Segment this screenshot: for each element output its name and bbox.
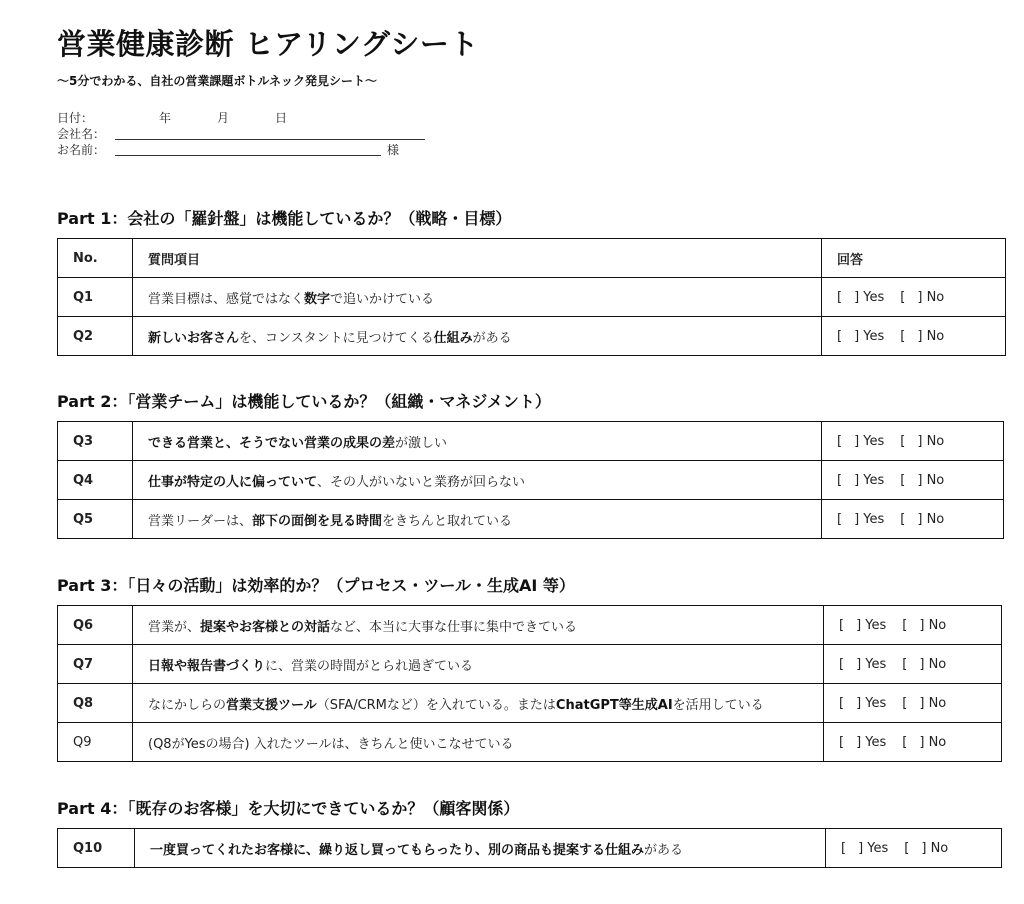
answer-no-label: ] No [917, 511, 945, 527]
answer-options [837, 290, 944, 305]
answer-cell [826, 829, 1002, 868]
name-field[interactable] [115, 143, 381, 156]
header-question: 質問項目 [133, 239, 822, 278]
bracket-open: [ [902, 734, 908, 750]
question-text [133, 422, 822, 461]
answer-yes-checkbox[interactable] [837, 329, 884, 344]
bracket-open: [ [839, 617, 845, 633]
answer-no-checkbox[interactable] [900, 512, 944, 527]
question-text-emphasis: 日報や報告書づくり [148, 658, 266, 674]
part-2-title: Part 2：「営業チーム」は機能しているか？（組織・マネジメント） [57, 392, 551, 411]
answer-yes-label: ] Yes [858, 840, 889, 856]
meta-fields [57, 110, 425, 158]
answer-no-label: ] No [917, 472, 945, 488]
answer-yes-label: ] Yes [856, 734, 887, 750]
question-text-segment: をきちんと取れている [382, 513, 513, 529]
table-row [58, 422, 1004, 461]
bracket-open: [ [902, 695, 908, 711]
answer-yes-checkbox[interactable] [837, 473, 884, 488]
answer-no-label: ] No [917, 289, 945, 305]
question-number: Q4 [58, 461, 133, 500]
question-text-emphasis: 一度買ってくれたお客様に、繰り返し買ってもらったり、別の商品も提案する仕組み [150, 842, 645, 858]
bracket-open: [ [839, 734, 845, 750]
answer-no-checkbox[interactable] [904, 841, 948, 856]
page-subtitle: 〜5分でわかる、自社の営業課題ボトルネック発見シート〜 [57, 74, 377, 88]
company-field[interactable] [115, 127, 425, 140]
bracket-open: [ [900, 511, 906, 527]
question-text [133, 723, 824, 762]
date-year[interactable]: 年 [159, 111, 172, 125]
question-text-segment: がある [472, 330, 512, 346]
question-text-emphasis: 数字 [304, 291, 331, 307]
part-4-title: Part 4：「既存のお客様」を大切にできているか？（顧客関係） [57, 799, 520, 818]
answer-yes-checkbox[interactable] [837, 512, 884, 527]
bracket-open: [ [839, 656, 845, 672]
part-2-table [57, 421, 1004, 539]
bracket-open: [ [902, 617, 908, 633]
question-text-segment: が激しい [395, 435, 448, 451]
table-row [58, 278, 1006, 317]
answer-options [841, 841, 948, 856]
answer-yes-checkbox[interactable] [839, 696, 886, 711]
question-number: Q1 [58, 278, 133, 317]
table-header-row [58, 239, 1006, 278]
answer-cell [824, 606, 1002, 645]
table-row [58, 645, 1002, 684]
question-text-emphasis: できる営業と、そうでない営業の成果の差 [148, 435, 396, 451]
table-row [58, 317, 1006, 356]
question-text-segment: 営業目標は、感覚ではなく [148, 291, 305, 307]
name-suffix: 様 [387, 143, 400, 157]
answer-yes-checkbox[interactable] [839, 735, 886, 750]
name-label: お名前： [57, 143, 106, 157]
answer-options [837, 329, 944, 344]
part-4-table [57, 828, 1002, 868]
bracket-open: [ [900, 289, 906, 305]
answer-no-label: ] No [919, 617, 947, 633]
question-text [133, 500, 822, 539]
bracket-open: [ [841, 840, 847, 856]
bracket-open: [ [900, 472, 906, 488]
company-row [57, 126, 425, 142]
table-row [58, 461, 1004, 500]
answer-yes-checkbox[interactable] [839, 618, 886, 633]
header-no: No. [58, 239, 133, 278]
answer-no-checkbox[interactable] [902, 696, 946, 711]
question-number: Q5 [58, 500, 133, 539]
answer-yes-label: ] Yes [854, 433, 885, 449]
part-1-title: Part 1：会社の「羅針盤」は機能しているか？（戦略・目標） [57, 209, 512, 228]
bracket-open: [ [904, 840, 910, 856]
table-row [58, 723, 1002, 762]
answer-no-checkbox[interactable] [900, 329, 944, 344]
bracket-open: [ [839, 695, 845, 711]
question-text-emphasis: 営業支援ツール [226, 697, 317, 713]
answer-no-label: ] No [917, 433, 945, 449]
table-row [58, 829, 1002, 868]
question-text-emphasis: 提案やお客様との対話 [200, 619, 331, 635]
question-text-segment: 営業リーダーは、 [148, 513, 253, 529]
answer-options [839, 618, 946, 633]
part-3-title: Part 3：「日々の活動」は効率的か？（プロセス・ツール・生成AI 等） [57, 576, 575, 595]
answer-no-checkbox[interactable] [902, 735, 946, 750]
answer-options [839, 696, 946, 711]
answer-yes-label: ] Yes [854, 328, 885, 344]
question-number: Q2 [58, 317, 133, 356]
answer-cell [824, 645, 1002, 684]
question-number: Q6 [58, 606, 133, 645]
answer-yes-label: ] Yes [856, 695, 887, 711]
bracket-open: [ [837, 328, 843, 344]
answer-yes-checkbox[interactable] [841, 841, 888, 856]
answer-yes-label: ] Yes [856, 656, 887, 672]
answer-cell [822, 278, 1006, 317]
answer-yes-checkbox[interactable] [837, 434, 884, 449]
question-text-segment: 、その人がいないと業務が回らない [317, 474, 526, 490]
header-answer: 回答 [822, 239, 1006, 278]
answer-no-label: ] No [917, 328, 945, 344]
date-day[interactable]: 日 [275, 111, 288, 125]
answer-options [837, 473, 944, 488]
question-text-segment: がある [644, 842, 684, 858]
question-text-segment: など、本当に大事な仕事に集中できている [330, 619, 578, 635]
answer-cell [824, 723, 1002, 762]
bracket-open: [ [837, 472, 843, 488]
question-text-segment: なにかしらの [148, 697, 227, 713]
company-label: 会社名： [57, 127, 106, 141]
question-text [133, 461, 822, 500]
question-text-segment: を、コンスタントに見つけてくる [239, 330, 434, 346]
answer-no-checkbox[interactable] [900, 473, 944, 488]
question-text-emphasis: 仕事が特定の人に偏っていて [148, 474, 318, 490]
question-text [133, 606, 824, 645]
answer-yes-checkbox[interactable] [837, 290, 884, 305]
question-text-emphasis: 新しいお客さん [148, 330, 240, 346]
question-number: Q9 [58, 723, 133, 762]
answer-cell [822, 461, 1004, 500]
date-row [57, 110, 425, 126]
bracket-open: [ [902, 656, 908, 672]
answer-options [837, 512, 944, 527]
question-text-segment: (Q8がYesの場合) 入れたツールは、きちんと使いこなせている [148, 736, 514, 752]
answer-yes-checkbox[interactable] [839, 657, 886, 672]
answer-cell [822, 422, 1004, 461]
bracket-open: [ [900, 328, 906, 344]
question-text-emphasis: 仕組み [433, 330, 473, 346]
answer-no-checkbox[interactable] [900, 434, 944, 449]
question-text-segment: に、営業の時間がとられ過ぎている [265, 658, 474, 674]
date-label: 日付： [57, 111, 94, 125]
question-text-emphasis: 部下の面倒を見る時間 [252, 513, 383, 529]
part-3-table [57, 605, 1002, 762]
answer-no-label: ] No [919, 656, 947, 672]
table-row [58, 606, 1002, 645]
table-row [58, 500, 1004, 539]
page-title: 営業健康診断 ヒアリングシート [57, 27, 479, 61]
answer-no-checkbox[interactable] [902, 618, 946, 633]
question-text [133, 684, 824, 723]
question-text-segment: （SFA/CRMなど）を入れている。または [316, 697, 556, 713]
answer-options [839, 735, 946, 750]
question-text-segment: を活用している [672, 697, 764, 713]
question-number: Q8 [58, 684, 133, 723]
answer-yes-label: ] Yes [854, 511, 885, 527]
answer-options [837, 434, 944, 449]
answer-no-label: ] No [919, 695, 947, 711]
question-text-segment: 営業が、 [148, 619, 201, 635]
answer-yes-label: ] Yes [854, 472, 885, 488]
answer-no-checkbox[interactable] [902, 657, 946, 672]
answer-no-label: ] No [921, 840, 949, 856]
answer-yes-label: ] Yes [854, 289, 885, 305]
question-text [133, 645, 824, 684]
answer-cell [822, 500, 1004, 539]
question-text [133, 278, 822, 317]
question-text-emphasis: ChatGPT等生成AI [555, 697, 673, 713]
question-text [133, 317, 822, 356]
bracket-open: [ [837, 511, 843, 527]
question-number: Q10 [58, 829, 135, 868]
date-month[interactable]: 月 [217, 111, 230, 125]
question-number: Q3 [58, 422, 133, 461]
answer-no-checkbox[interactable] [900, 290, 944, 305]
part-1-table [57, 238, 1006, 356]
answer-options [839, 657, 946, 672]
table-row [58, 684, 1002, 723]
question-text-segment: で追いかけている [330, 291, 435, 307]
answer-cell [822, 317, 1006, 356]
answer-no-label: ] No [919, 734, 947, 750]
question-text [135, 829, 826, 868]
answer-yes-label: ] Yes [856, 617, 887, 633]
answer-cell [824, 684, 1002, 723]
name-row [57, 142, 425, 158]
bracket-open: [ [837, 433, 843, 449]
bracket-open: [ [900, 433, 906, 449]
bracket-open: [ [837, 289, 843, 305]
question-number: Q7 [58, 645, 133, 684]
